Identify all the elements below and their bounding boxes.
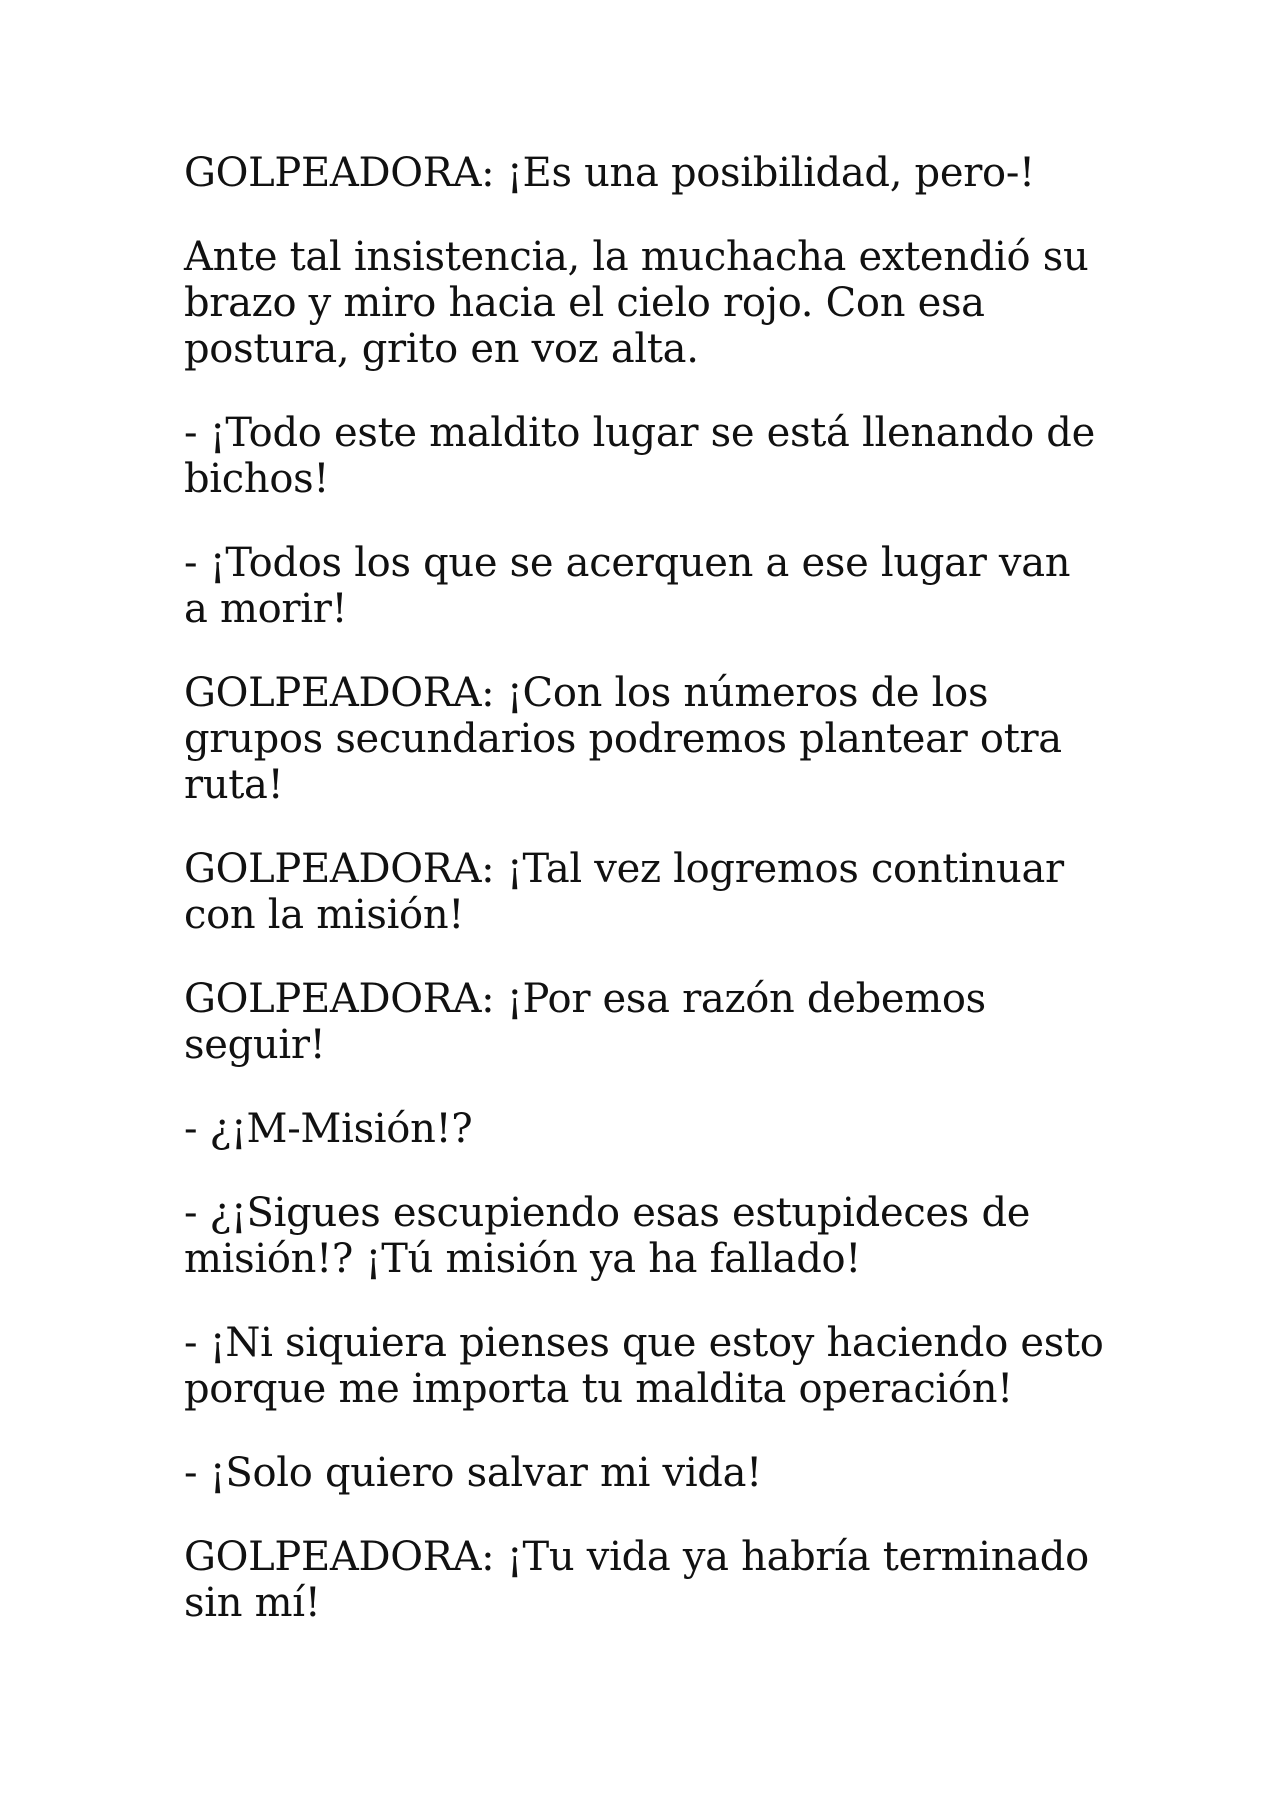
paragraph: GOLPEADORA: ¡Es una posibilidad, pero-!: [184, 150, 1035, 196]
paragraph: Ante tal insistencia, la muchacha extendió su brazo y miro hacia el cielo rojo. Con esa postura, grito en voz alta.: [184, 234, 1089, 372]
paragraph: - ¿¡M-Misión!?: [184, 1106, 473, 1152]
paragraph: GOLPEADORA: ¡Con los números de los grupos secundarios podremos plantear otra ruta!: [184, 670, 1062, 808]
paragraph: - ¡Solo quiero salvar mi vida!: [184, 1450, 762, 1496]
paragraph: - ¡Todos los que se acerquen a ese lugar van a morir!: [184, 540, 1071, 632]
paragraph: GOLPEADORA: ¡Por esa razón debemos seguir!: [184, 976, 986, 1068]
paragraph: - ¡Ni siquiera pienses que estoy haciendo esto porque me importa tu maldita operación!: [184, 1320, 1104, 1412]
document-body: [184, 150, 1104, 1664]
paragraph: GOLPEADORA: ¡Tal vez logremos continuar con la misión!: [184, 846, 1064, 938]
paragraph: - ¿¡Sigues escupiendo esas estupideces de misión!? ¡Tú misión ya ha fallado!: [184, 1190, 1031, 1282]
paragraph: - ¡Todo este maldito lugar se está llenando de bichos!: [184, 410, 1095, 502]
paragraph: GOLPEADORA: ¡Tu vida ya habría terminado sin mí!: [184, 1534, 1089, 1626]
